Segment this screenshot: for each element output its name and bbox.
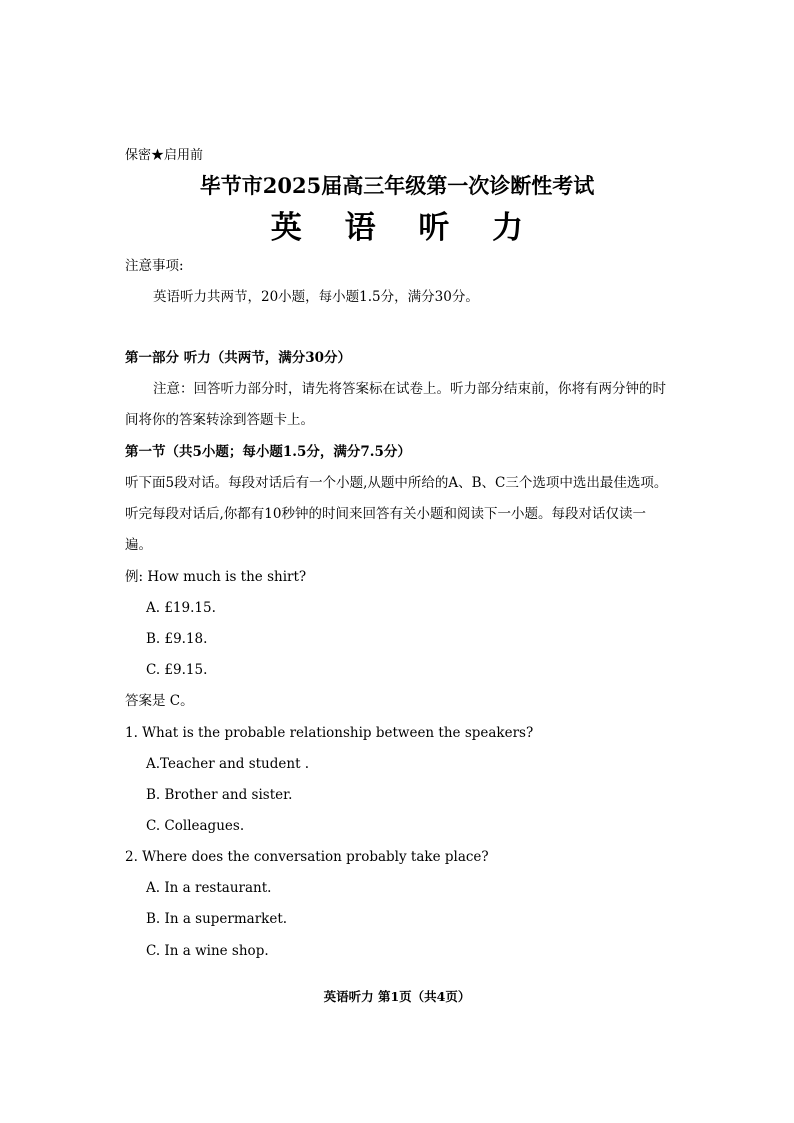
page-footer: 英语听力 第1页（共4页） <box>323 989 471 1004</box>
question-2-option-a: A. In a restaurant. <box>146 880 272 896</box>
question-1-option-a: A.Teacher and student . <box>146 756 310 772</box>
example-answer: 答案是 C。 <box>125 693 194 709</box>
question-2-option-b: B. In a supermarket. <box>146 911 288 927</box>
part1-heading: 第一部分 听力（共两节，满分30分） <box>125 350 351 366</box>
notice-text: 英语听力共两节，20小题，每小题1.5分，满分30分。 <box>153 289 479 305</box>
confidential-label: 保密★启用前 <box>125 148 204 163</box>
subject-title: 英 语 听 力 <box>270 210 540 246</box>
question-1: 1. What is the probable relationship between the speakers? <box>125 725 534 741</box>
example-option-b: B. £9.18. <box>146 631 208 647</box>
exam-title: 毕节市2025届高三年级第一次诊断性考试 <box>199 173 595 198</box>
part1-instruction <box>125 374 670 436</box>
question-1-option-c: C. Colleagues. <box>146 818 245 834</box>
example-question: 例: How much is the shirt? <box>125 569 307 585</box>
notice-heading: 注意事项: <box>125 258 184 274</box>
question-2-option-c: C. In a wine shop. <box>146 943 269 959</box>
example-option-c: C. £9.15. <box>146 662 208 678</box>
part1-instruction-text: 注意：回答听力部分时，请先将答案标在试卷上。听力部分结束前，你将有两分钟的时间将你的答案转涂到答题卡上。 <box>125 381 666 428</box>
section1-heading: 第一节（共5小题；每小题1.5分，满分7.5分） <box>125 444 411 460</box>
question-1-option-b: B. Brother and sister. <box>146 787 293 803</box>
example-option-a: A. £19.15. <box>146 600 216 616</box>
section1-directions: 听下面5段对话。每段对话后有一个小题,从题中所给的A、B、C三个选项中选出最佳选项。听完每段对话后,你都有10秒钟的时间来回答有关小题和阅读下一小题。每段对话仅读一遍。 <box>125 475 668 553</box>
question-2: 2. Where does the conversation probably take place? <box>125 849 489 865</box>
